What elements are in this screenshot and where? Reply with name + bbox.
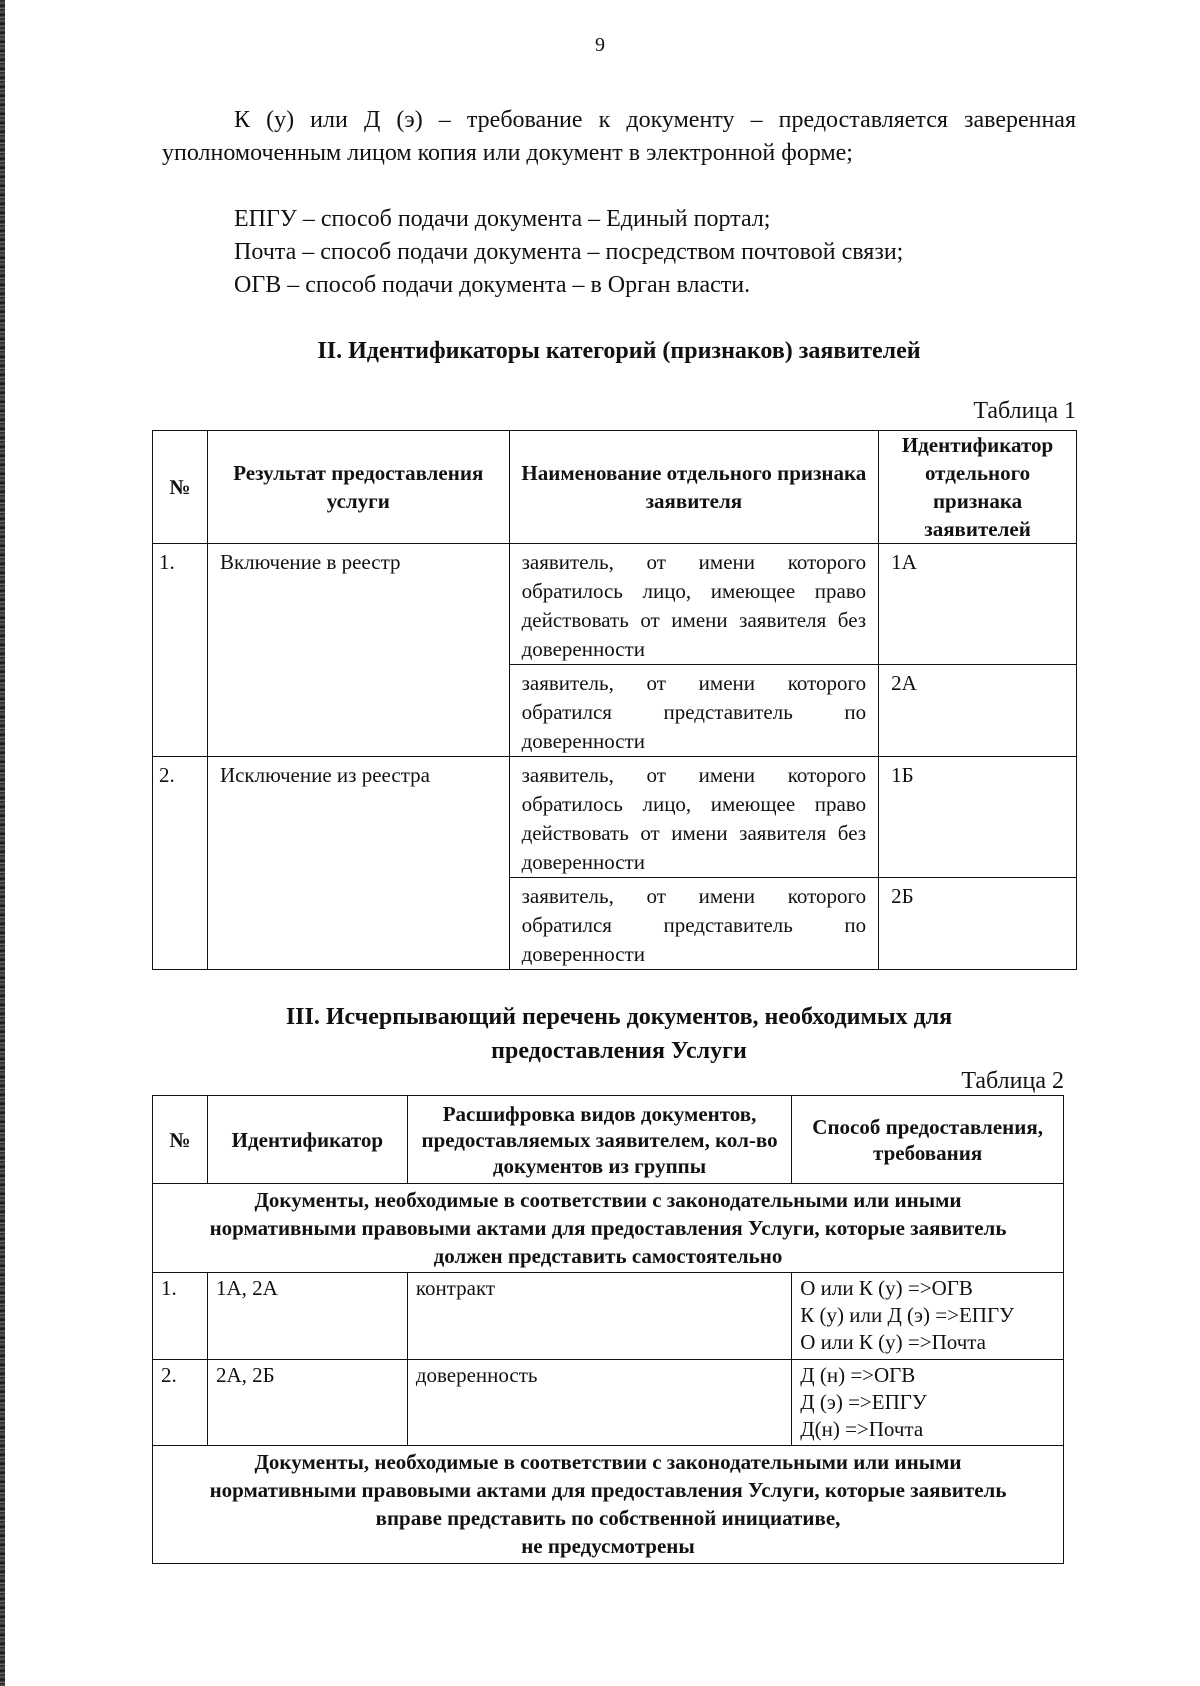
method-line: К (у) или Д (э) =>ЕПГУ: [800, 1303, 1014, 1327]
method-line: О или К (у) =>ОГВ: [800, 1276, 973, 1300]
row-code: 1Б: [879, 757, 1077, 878]
row-methods: [792, 1273, 1064, 1360]
group-row: [153, 1184, 1064, 1273]
method-line: Д (н) =>ОГВ: [800, 1363, 916, 1387]
table-row: [153, 1273, 1064, 1360]
row-code: 2А: [879, 665, 1077, 757]
row-feature: заявитель, от имени которого обратилось лицо, имеющее право действовать от имени заявителя без доверенности: [509, 544, 879, 665]
row-feature: заявитель, от имени которого обратилось лицо, имеющее право действовать от имени заявителя без доверенности: [509, 757, 879, 878]
intro-line-ogv: ОГВ – способ подачи документа – в Орган власти.: [234, 272, 751, 298]
header-identifier: Идентификатор: [207, 1096, 407, 1184]
header-identifier: Идентификатор отдельного признака заявителей: [879, 431, 1077, 544]
header-feature: Наименование отдельного признака заявителя: [509, 431, 879, 544]
table-2-caption: Таблица 2: [961, 1068, 1064, 1094]
intro-line-epgu: ЕПГУ – способ подачи документа – Единый портал;: [234, 206, 771, 232]
table-header-row: [153, 431, 1077, 544]
row-num: 1.: [153, 544, 208, 757]
header-documents: Расшифровка видов документов, предоставляемых заявителем, кол-во документов из группы: [407, 1096, 791, 1184]
documents-table: [152, 1095, 1064, 1564]
method-line: Д(н) =>Почта: [800, 1417, 924, 1441]
page-number: 9: [595, 34, 605, 56]
group-row: [153, 1446, 1064, 1564]
group-optional-text: Документы, необходимые в соответствии с законодательными или иными нормативными правовыми актами для предоставления Услуги, которые заявитель вправе представить по собственной инициативе,: [209, 1450, 1007, 1530]
intro-paragraph: К (у) или Д (э) – требование к документу – предоставляется заверенная уполномоченным лицом копия или документ в электронной форме;: [162, 107, 1076, 166]
row-document: доверенность: [407, 1360, 791, 1446]
row-num: 1.: [153, 1273, 208, 1360]
section-2-heading: II. Идентификаторы категорий (признаков) заявителей: [317, 338, 921, 364]
row-identifier: 2А, 2Б: [207, 1360, 407, 1446]
table-row: [153, 757, 1077, 878]
section-3-heading-line-1: III. Исчерпывающий перечень документов, необходимых для: [285, 1004, 953, 1030]
row-num: 2.: [153, 1360, 208, 1446]
intro-line-mail: Почта – способ подачи документа – посредством почтовой связи;: [234, 239, 904, 265]
row-identifier: 1А, 2А: [207, 1273, 407, 1360]
header-num: №: [153, 1096, 208, 1184]
table-row: [153, 1360, 1064, 1446]
group-optional-documents: [153, 1446, 1064, 1564]
header-result: Результат предоставления услуги: [207, 431, 509, 544]
row-methods: [792, 1360, 1064, 1446]
row-document: контракт: [407, 1273, 791, 1360]
row-feature: заявитель, от имени которого обратился представитель по доверенности: [509, 665, 879, 757]
table-row: [153, 544, 1077, 665]
method-line: О или К (у) =>Почта: [800, 1330, 987, 1354]
header-num: №: [153, 431, 208, 544]
scan-edge: [0, 0, 5, 1686]
header-method: Способ предоставления, требования: [792, 1096, 1064, 1184]
row-num: 2.: [153, 757, 208, 970]
row-code: 2Б: [879, 878, 1077, 970]
applicant-categories-table: [152, 430, 1077, 970]
group-optional-status: не предусмотрены: [521, 1534, 695, 1558]
section-3-heading: [162, 1000, 1076, 1068]
row-result: Включение в реестр: [207, 544, 509, 757]
table-1-caption: Таблица 1: [973, 398, 1076, 424]
group-mandatory-documents: Документы, необходимые в соответствии с законодательными или иными нормативными правовыми актами для предоставления Услуги, которые заявитель должен представить самостоятельно: [153, 1184, 1064, 1273]
section-3-heading-line-2: предоставления Услуги: [491, 1038, 747, 1064]
row-code: 1А: [879, 544, 1077, 665]
row-result: Исключение из реестра: [207, 757, 509, 970]
table-header-row: [153, 1096, 1064, 1184]
method-line: Д (э) =>ЕПГУ: [800, 1390, 927, 1414]
row-feature: заявитель, от имени которого обратился представитель по доверенности: [509, 878, 879, 970]
